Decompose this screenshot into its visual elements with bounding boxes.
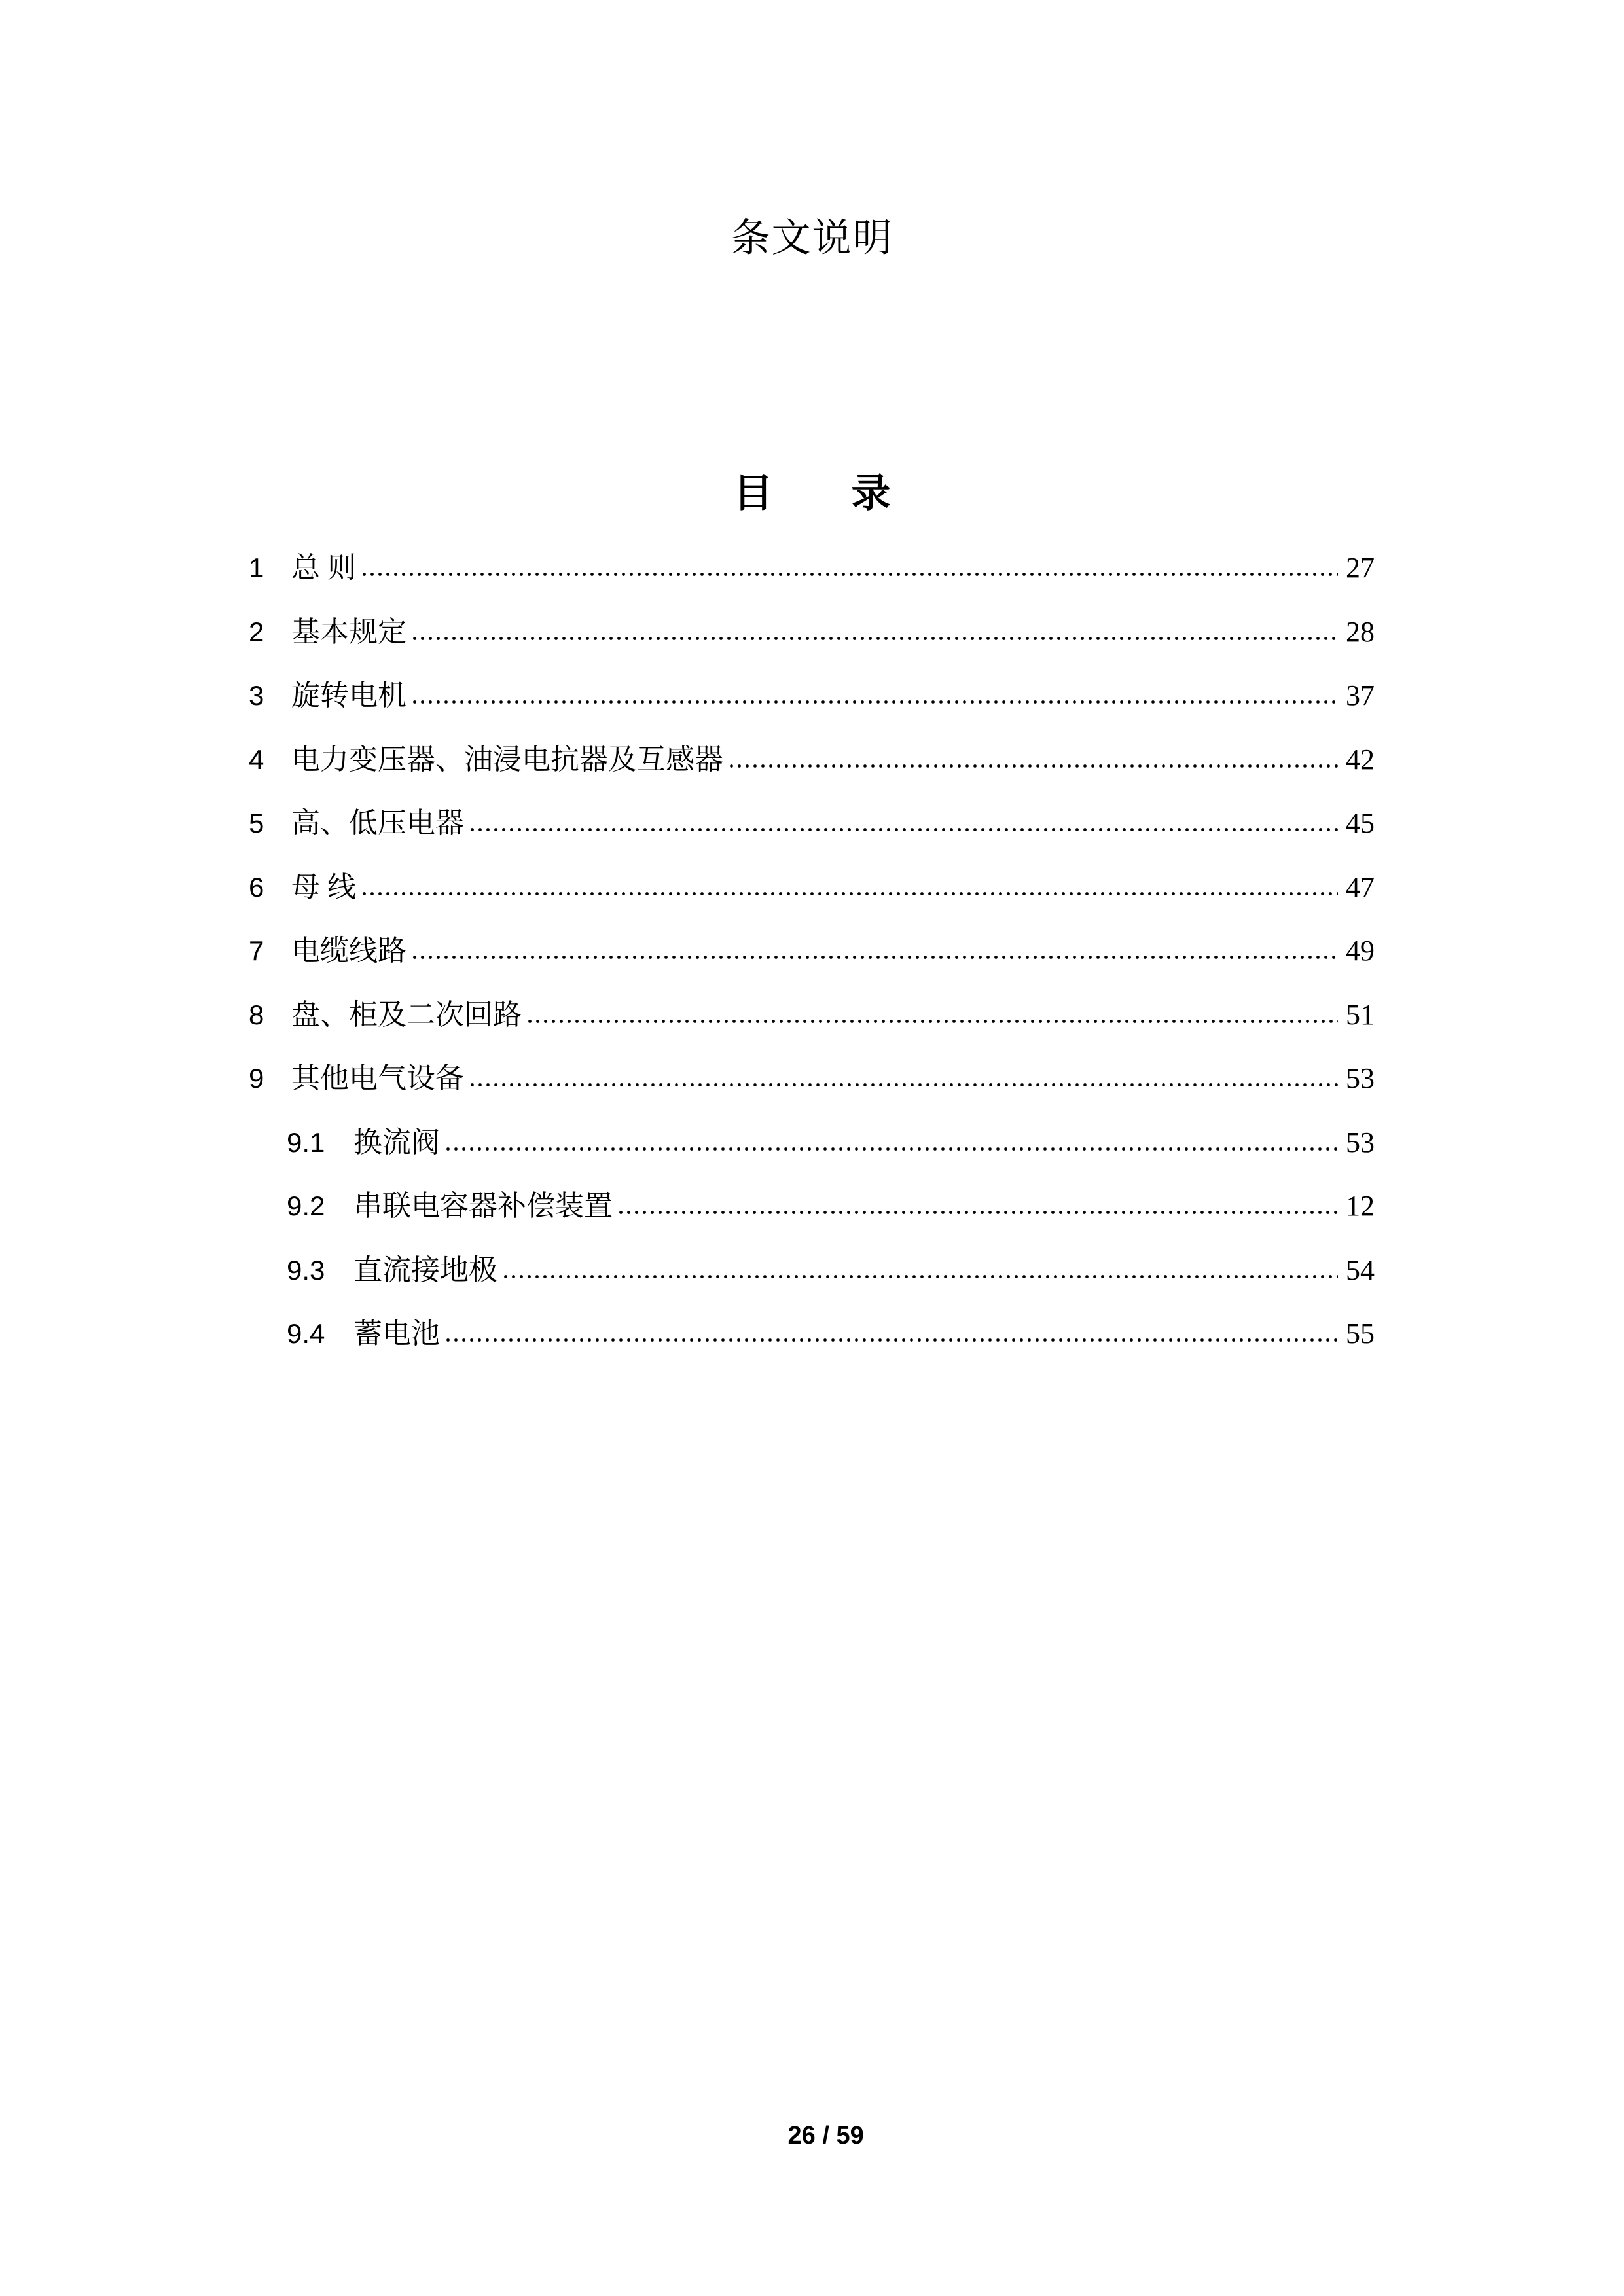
toc-dot-leader [729, 763, 1338, 769]
toc-entry-number: 9.1 [287, 1126, 325, 1158]
toc-entry[interactable] [249, 791, 1375, 855]
toc-entry-title: 串联电容器补偿装置 [353, 1190, 613, 1222]
toc-entry-title: 蓄电池 [353, 1318, 440, 1350]
toc-entry[interactable] [249, 600, 1375, 664]
toc-entry-page: 37 [1346, 679, 1375, 711]
page-footer [0, 2094, 1624, 2177]
toc-dot-leader [527, 1018, 1338, 1024]
toc-entry[interactable] [249, 1174, 1375, 1238]
toc-entry-number: 4 [249, 744, 264, 775]
toc-entry-title: 高、低压电器 [291, 807, 464, 839]
toc-entry-title: 直流接地极 [353, 1253, 497, 1286]
toc-entry-number: 2 [249, 616, 264, 647]
toc-entry[interactable] [249, 919, 1375, 983]
toc-dot-leader [361, 891, 1338, 897]
toc-entry-title: 基本规定 [291, 615, 406, 648]
toc-dot-leader [412, 699, 1338, 705]
toc-heading: 目 录 [733, 472, 891, 515]
toc-dot-leader [361, 571, 1338, 577]
toc-entry-number: 1 [249, 552, 264, 583]
toc-entry-number: 7 [249, 935, 264, 966]
toc-entry-title: 其他电气设备 [291, 1062, 464, 1094]
toc-entry-title: 总 则 [291, 552, 356, 584]
toc-entry-page: 12 [1346, 1190, 1375, 1222]
toc-entry-number: 9.3 [287, 1254, 325, 1285]
toc-dot-leader [469, 1082, 1338, 1088]
toc-dot-leader [445, 1337, 1338, 1343]
toc-entry-number: 9.2 [287, 1191, 325, 1221]
toc-entry[interactable] [249, 983, 1375, 1047]
toc-entry-number: 8 [249, 999, 264, 1030]
toc-entry-page: 53 [1346, 1062, 1375, 1094]
toc-entry[interactable] [249, 728, 1375, 792]
toc-entry-title: 电缆线路 [291, 935, 406, 967]
toc-entry-title: 盘、柜及二次回路 [291, 998, 522, 1031]
toc-entry-number: 5 [249, 808, 264, 838]
toc-entry-title: 电力变压器、油浸电抗器及互感器 [291, 743, 723, 776]
page-title: 条文说明 [731, 217, 893, 260]
toc-dot-leader [412, 954, 1338, 960]
toc-dot-leader [469, 827, 1338, 833]
toc-entry-number: 9.4 [287, 1318, 325, 1349]
toc-entry-page: 27 [1346, 552, 1375, 584]
toc-entry-title: 换流阀 [353, 1126, 440, 1158]
toc-entry-number: 9 [249, 1063, 264, 1094]
page-number-indicator: 26 / 59 [787, 2122, 864, 2149]
toc-entry-page: 42 [1346, 743, 1375, 776]
toc-dot-leader [412, 636, 1338, 641]
toc-entry-page: 53 [1346, 1126, 1375, 1158]
toc-entry[interactable] [249, 536, 1375, 600]
toc-entry-page: 54 [1346, 1253, 1375, 1286]
toc-entry[interactable] [249, 664, 1375, 728]
toc-entry-title: 母 线 [291, 870, 356, 903]
toc-list [249, 536, 1375, 1366]
toc-entry-page: 49 [1346, 935, 1375, 967]
toc-dot-leader [618, 1210, 1338, 1215]
toc-entry-number: 3 [249, 680, 264, 711]
toc-dot-leader [503, 1274, 1338, 1280]
toc-entry-number: 6 [249, 871, 264, 903]
toc-entry-title: 旋转电机 [291, 679, 406, 711]
toc-entry[interactable] [249, 1047, 1375, 1111]
toc-entry-page: 51 [1346, 998, 1375, 1031]
toc-entry[interactable] [249, 1238, 1375, 1302]
toc-entry-page: 28 [1346, 615, 1375, 648]
toc-dot-leader [445, 1146, 1338, 1152]
toc-entry-page: 45 [1346, 807, 1375, 839]
toc-entry-page: 55 [1346, 1318, 1375, 1350]
toc-entry[interactable] [249, 1302, 1375, 1366]
toc-entry-page: 47 [1346, 870, 1375, 903]
toc-entry[interactable] [249, 1111, 1375, 1175]
toc-entry[interactable] [249, 855, 1375, 920]
